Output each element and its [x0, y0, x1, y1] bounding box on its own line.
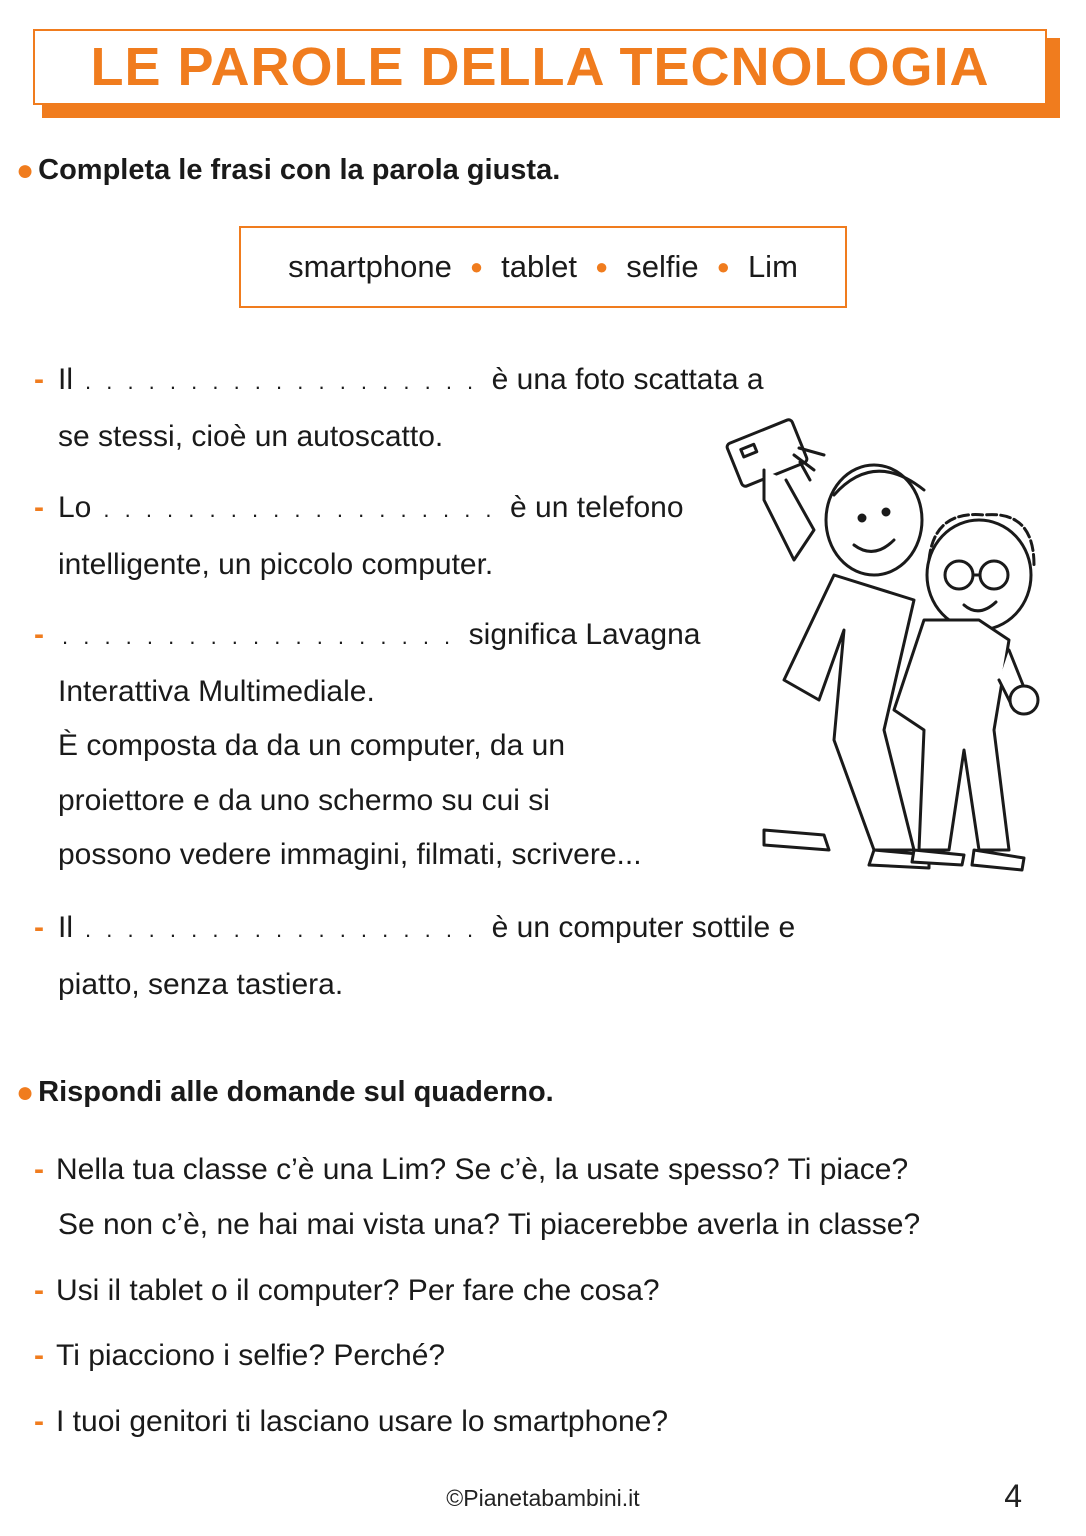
- question-2: [34, 1264, 660, 1319]
- word-bank: [239, 226, 847, 308]
- bullet-icon: ●: [16, 1075, 35, 1109]
- sentence-text: è una foto scattata a: [491, 363, 764, 396]
- page-number: 4: [1004, 1478, 1022, 1514]
- dash-marker: -: [34, 363, 44, 396]
- sentence-text: è un telefono: [510, 491, 684, 524]
- sentence-text: proiettore e da uno schermo su cui si: [58, 783, 550, 817]
- dash-marker: -: [34, 491, 44, 524]
- sentence-lead: Il: [58, 911, 73, 944]
- sentence-text: è un computer sottile e: [491, 911, 796, 944]
- fill-blank[interactable]: . . . . . . . . . . . . . . . . . . .: [85, 369, 478, 394]
- title-box: [33, 29, 1047, 105]
- question-text: Ti piacciono i selfie? Perché?: [56, 1339, 446, 1372]
- question-1: [34, 1143, 920, 1252]
- question-text: Nella tua classe c’è una Lim? Se c’è, la usate spesso? Ti piace?: [56, 1153, 909, 1186]
- sentence-text: intelligente, un piccolo computer.: [58, 547, 494, 581]
- copyright-footer: ©Pianetabambini.it: [446, 1485, 640, 1511]
- word-lim: Lim: [747, 249, 798, 284]
- instruction-1-text: Completa le frasi con la parola giusta.: [38, 154, 561, 186]
- dot-separator-icon: ●: [716, 254, 730, 279]
- dash-marker: -: [34, 1274, 44, 1307]
- instruction-2-text: Rispondi alle domande sul quaderno.: [38, 1076, 554, 1108]
- selfie-kids-illustration: [724, 410, 1064, 890]
- sentence-text: È composta da da un computer, da un: [58, 729, 565, 762]
- word-tablet: tablet: [501, 249, 577, 284]
- instruction-2: [16, 1076, 554, 1109]
- dash-marker: -: [34, 618, 44, 651]
- sentence-text: piatto, senza tastiera.: [58, 967, 344, 1001]
- fill-blank[interactable]: . . . . . . . . . . . . . . . . . . .: [103, 497, 497, 522]
- sentence-2: [34, 481, 684, 592]
- fill-blank[interactable]: . . . . . . . . . . . . . . . . . . .: [62, 624, 455, 649]
- sentence-text: possono vedere immagini, filmati, scrivere...: [58, 838, 642, 871]
- sentence-text: se stessi, cioè un autoscatto.: [58, 419, 444, 453]
- page-title: LE PAROLE DELLA TECNOLOGIA: [90, 37, 990, 97]
- dash-marker: -: [34, 1405, 44, 1438]
- dot-separator-icon: ●: [469, 254, 484, 279]
- question-text: Usi il tablet o il computer? Per fare che cosa?: [56, 1274, 660, 1307]
- dash-marker: -: [34, 1339, 44, 1372]
- word-selfie: selfie: [626, 249, 699, 284]
- dash-marker: -: [34, 1153, 44, 1186]
- bullet-icon: ●: [16, 153, 35, 187]
- sentence-lead: Il: [58, 363, 73, 396]
- sentence-text: significa Lavagna: [468, 618, 701, 651]
- question-4: [34, 1395, 668, 1450]
- dot-separator-icon: ●: [594, 254, 609, 279]
- question-text: Se non c’è, ne hai mai vista una? Ti piacerebbe averla in classe?: [58, 1207, 921, 1241]
- sentence-text: Interattiva Multimediale.: [58, 674, 375, 708]
- fill-blank[interactable]: . . . . . . . . . . . . . . . . . . .: [85, 917, 478, 942]
- sentence-1: [34, 353, 764, 464]
- sentence-lead: Lo: [58, 491, 92, 524]
- sentence-4: [34, 901, 795, 1012]
- instruction-1: [16, 154, 560, 187]
- question-text: I tuoi genitori ti lasciano usare lo smartphone?: [56, 1405, 669, 1438]
- dash-marker: -: [34, 911, 44, 944]
- word-smartphone: smartphone: [288, 249, 452, 284]
- question-3: [34, 1329, 445, 1384]
- sentence-3: [34, 608, 700, 883]
